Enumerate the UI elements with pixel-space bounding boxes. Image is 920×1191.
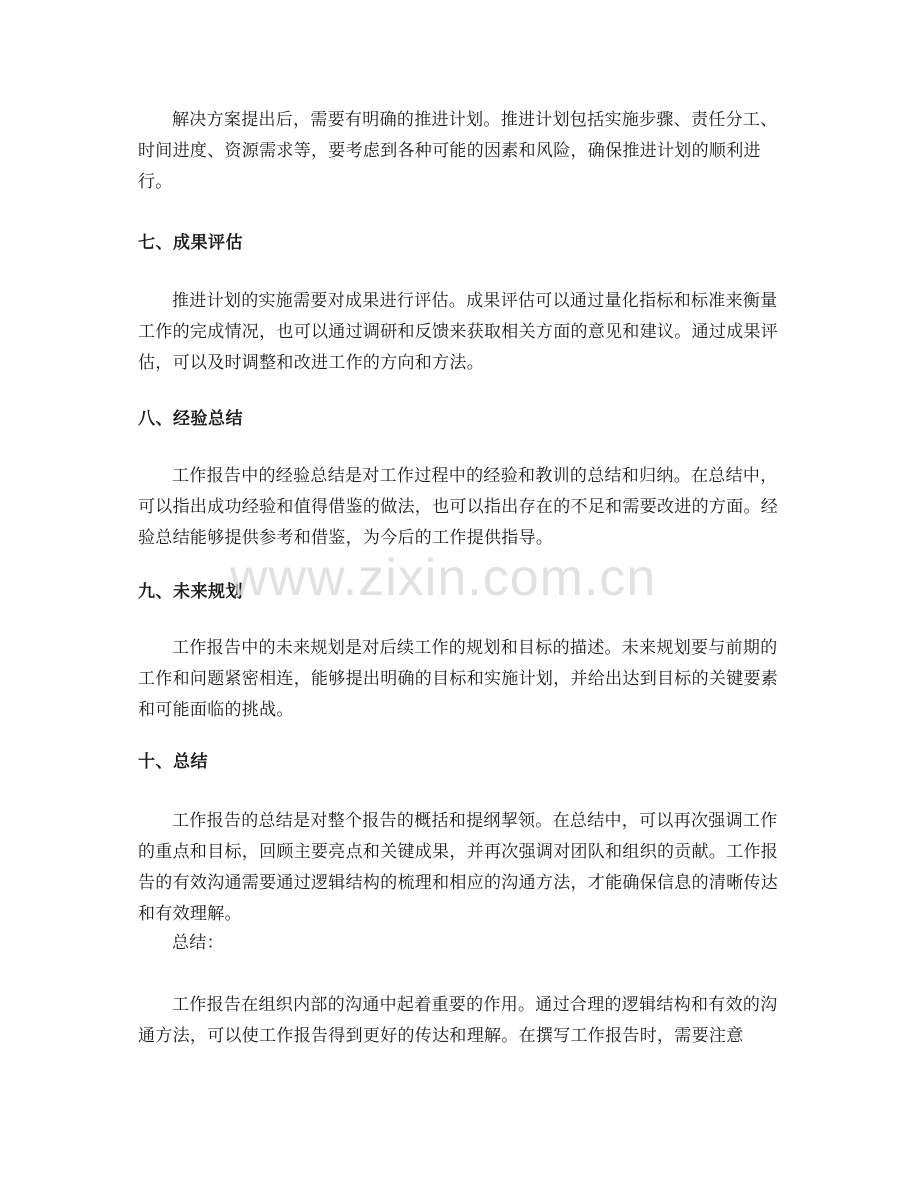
summary-label: 总结： [172,933,224,953]
heading-future-planning: 九、未来规划 [138,582,243,602]
paragraph-conclusion: 工作报告的总结是对整个报告的概括和提纲挈领。在总结中，可以再次强调工作的重点和目标，回顾主要亮点和关键成果，并再次强调对团队和组织的贡献。工作报告的有效沟通需要通过逻辑结构的梳理和相应的沟通方法，才能确保信息的清晰传达和有效理解。 [138,811,779,924]
paragraph-future-planning: 工作报告中的未来规划是对后续工作的规划和目标的描述。未来规划要与前期的工作和问题紧密相连，能够提出明确的目标和实施计划，并给出达到目标的关键要素和可能面临的挑战。 [138,638,779,720]
heading-conclusion: 十、总结 [138,752,208,772]
paragraph-implementation-plan: 解决方案提出后，需要有明确的推进计划。推进计划包括实施步骤、责任分工、时间进度、资源需求等，要考虑到各种可能的因素和风险，确保推进计划的顺利进行。 [138,110,778,192]
site-watermark: www.zixin.com.cn [230,549,657,607]
paragraph-summary: 工作报告在组织内部的沟通中起着重要的作用。通过合理的逻辑结构和有效的沟通方法，可以使工作报告得到更好的传达和理解。在撰写工作报告时，需要注意 [138,995,778,1046]
paragraph-experience-summary: 工作报告中的经验总结是对工作过程中的经验和教训的总结和归纳。在总结中，可以指出成功经验和值得借鉴的做法，也可以指出存在的不足和需要改进的方面。经验总结能够提供参考和借鉴，为今后的工作提供指导。 [138,466,779,548]
heading-experience-summary: 八、经验总结 [138,409,243,429]
heading-results-evaluation: 七、成果评估 [138,233,243,253]
paragraph-results-evaluation: 推进计划的实施需要对成果进行评估。成果评估可以通过量化指标和标准来衡量工作的完成情况，也可以通过调研和反馈来获取相关方面的意见和建议。通过成果评估，可以及时调整和改进工作的方向和方法。 [138,291,779,373]
